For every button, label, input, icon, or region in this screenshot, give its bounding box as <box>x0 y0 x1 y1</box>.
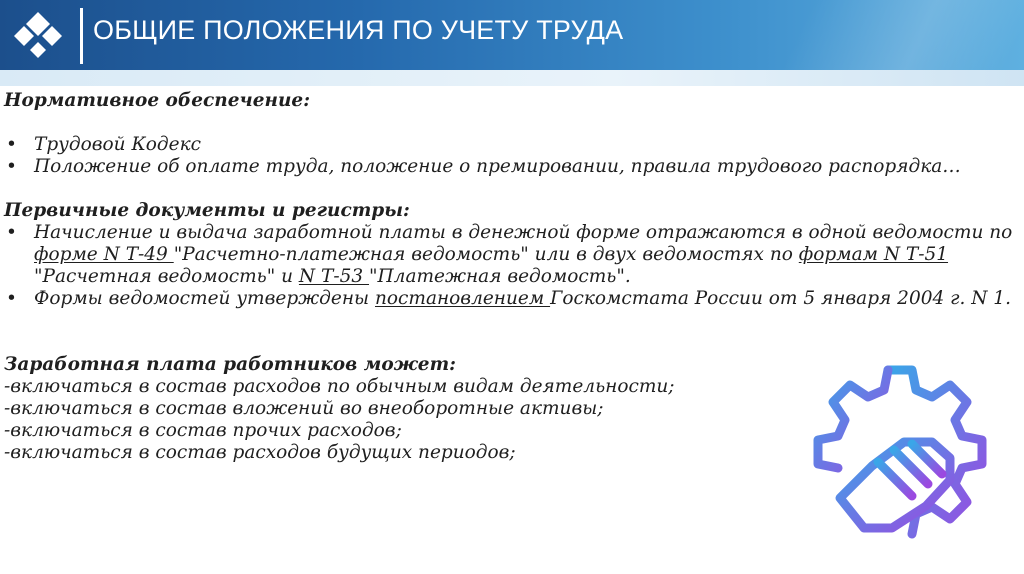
list-item: -включаться в состав расходов будущих периодов; <box>4 442 516 463</box>
list-item: -включаться в состав расходов по обычным видам деятельности; <box>4 376 675 397</box>
list-item: -включаться в состав вложений во внеоборотные активы; <box>4 398 604 419</box>
text-span: Формы ведомостей утверждены <box>34 288 375 309</box>
text-span: Начисление и выдача заработной платы в денежной форме отражаются в одной ведомости по <box>34 222 1013 243</box>
page-title: ОБЩИЕ ПОЛОЖЕНИЯ ПО УЧЕТУ ТРУДА <box>93 15 624 45</box>
list-item: -включаться в состав прочих расходов; <box>4 420 402 441</box>
list-item: • Трудовой Кодекс <box>4 134 1014 156</box>
normative-heading: Нормативное обеспечение: <box>4 90 311 111</box>
header-bar <box>0 0 1024 70</box>
form-t53-link[interactable]: N Т-53 <box>298 266 370 287</box>
list-item <box>4 222 1014 288</box>
form-t51-link[interactable]: формам N Т-51 <box>798 244 949 265</box>
text-span: "Платежная ведомость". <box>369 266 631 287</box>
header-divider <box>80 8 83 64</box>
list-item: • Положение об оплате труда, положение о премировании, правила трудового распорядка… <box>4 156 1014 178</box>
salary-heading: Заработная плата работников может: <box>4 354 456 375</box>
text-span: Госкомстата России от 5 января 2004 г. N 1. <box>550 288 1011 309</box>
header-stripe <box>0 70 1024 86</box>
diamond-logo-icon <box>8 6 68 66</box>
form-t49-link[interactable]: форме N Т-49 <box>34 244 174 265</box>
text-span: "Расчетно-платежная ведомость" или в двух ведомостях по <box>173 244 799 265</box>
gear-handshake-icon <box>800 358 1000 558</box>
documents-heading: Первичные документы и регистры: <box>4 200 410 221</box>
list-item <box>4 288 1014 310</box>
resolution-link[interactable]: постановлением <box>375 288 551 309</box>
text-span: "Расчетная ведомость" и <box>34 266 299 287</box>
